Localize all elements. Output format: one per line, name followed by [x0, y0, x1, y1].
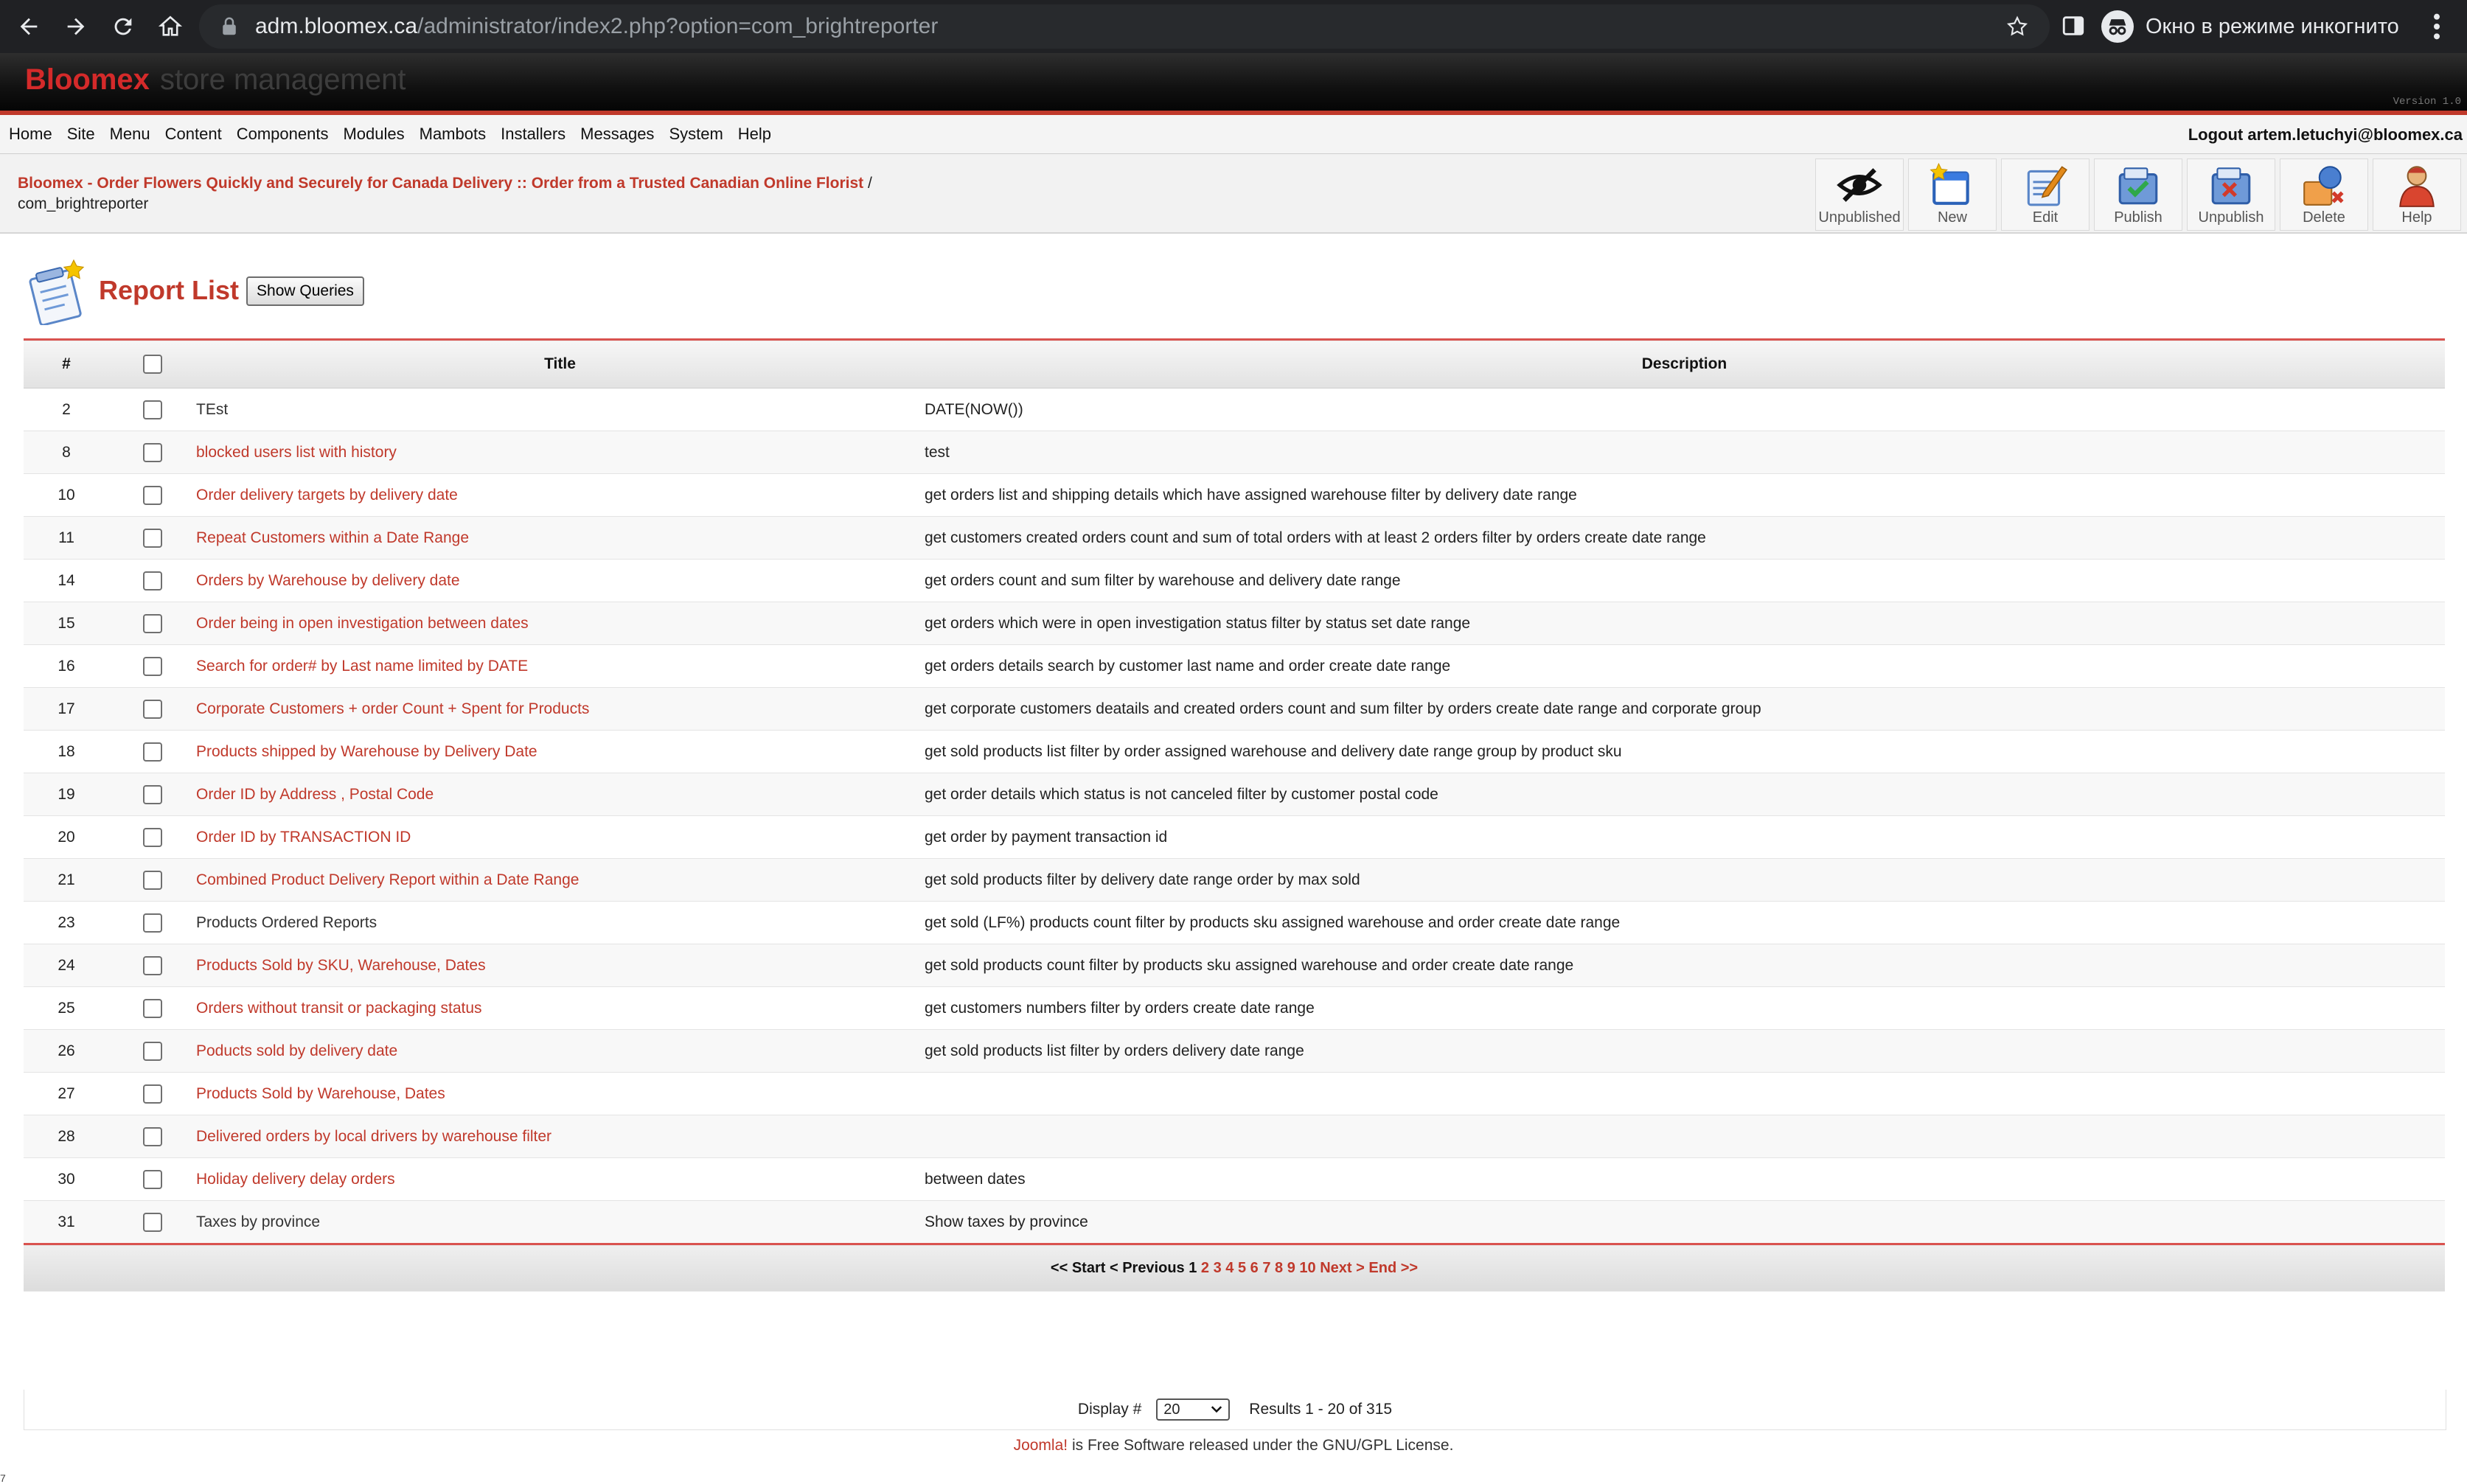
row-description: get sold (LF%) products count filter by products sku assigned warehouse and order create date range: [924, 902, 2445, 944]
new-label: New: [1937, 209, 1967, 226]
pathway-bar: [0, 154, 2467, 234]
pagination-page-link[interactable]: 8: [1275, 1259, 1284, 1276]
report-title-link[interactable]: Order delivery targets by delivery date: [196, 486, 458, 504]
row-checkbox[interactable]: [143, 913, 162, 933]
footer-text: is Free Software released under the GNU/GPL License.: [1068, 1437, 1454, 1454]
bookmark-star-icon[interactable]: [2005, 15, 2029, 38]
report-title-link[interactable]: Order being in open investigation between dates: [196, 614, 529, 632]
table-row: [24, 987, 2445, 1030]
row-title-cell: [196, 987, 924, 1030]
report-title-link[interactable]: blocked users list with history: [196, 443, 397, 461]
row-checkbox[interactable]: [143, 1042, 162, 1061]
results-count: Results 1 - 20 of 315: [1249, 1401, 1393, 1418]
table-row: [24, 688, 2445, 731]
row-id: 16: [24, 645, 109, 688]
logout-link[interactable]: Logout artem.letuchyi@bloomex.ca: [2188, 125, 2463, 144]
pagination-previous: < Previous: [1109, 1259, 1185, 1276]
table-header-row: [24, 340, 2445, 389]
row-id: 8: [24, 431, 109, 474]
report-title-link[interactable]: Repeat Customers within a Date Range: [196, 529, 470, 546]
pagination-page-link[interactable]: 3: [1213, 1259, 1222, 1276]
report-title-link[interactable]: Corporate Customers + order Count + Spent for Products: [196, 700, 590, 717]
display-label: Display #: [1077, 1401, 1142, 1418]
brand-name: Bloomex: [25, 63, 150, 96]
new-button[interactable]: [1908, 158, 1997, 231]
version-label: Version 1.0: [2393, 96, 2461, 108]
row-id: 19: [24, 773, 109, 816]
brand-logo: [25, 63, 406, 97]
row-title-cell: [196, 389, 924, 431]
row-checkbox[interactable]: [143, 1213, 162, 1232]
row-description: get orders count and sum filter by warehouse and delivery date range: [924, 560, 2445, 602]
menu-menu[interactable]: Menu: [109, 125, 150, 143]
row-description: get customers numbers filter by orders create date range: [924, 987, 2445, 1030]
help-button[interactable]: [2373, 158, 2461, 231]
incognito-indicator[interactable]: [2101, 10, 2399, 43]
report-title-link[interactable]: Combined Product Delivery Report within a Date Range: [196, 871, 580, 888]
row-id: 31: [24, 1201, 109, 1244]
table-row: [24, 1073, 2445, 1115]
publish-label: Publish: [2114, 209, 2162, 226]
table-row: [24, 1158, 2445, 1201]
url-host: adm.bloomex.ca: [255, 14, 418, 38]
row-title-cell: [196, 944, 924, 987]
table-row: [24, 816, 2445, 859]
table-row: [24, 1201, 2445, 1244]
row-title-cell: [196, 688, 924, 731]
table-row: [24, 1030, 2445, 1073]
stray-character: 7: [0, 1472, 6, 1484]
row-id: 23: [24, 902, 109, 944]
breadcrumb-component: com_brightreporter: [18, 195, 149, 212]
report-title-link[interactable]: Products shipped by Warehouse by Delivery Date: [196, 742, 537, 760]
row-description: get corporate customers deatails and created orders count and sum filter by orders create date range and corporate group: [924, 688, 2445, 731]
row-id: 15: [24, 602, 109, 645]
row-description: get customers created orders count and sum of total orders with at least 2 orders filter by orders create date range: [924, 517, 2445, 560]
row-checkbox[interactable]: [143, 956, 162, 975]
row-checkbox-cell: [109, 1073, 196, 1115]
row-checkbox-cell: [109, 773, 196, 816]
publish-button[interactable]: [2094, 158, 2182, 231]
row-title-cell: [196, 1115, 924, 1158]
row-checkbox-cell: [109, 1158, 196, 1201]
toolbar: [1811, 158, 2461, 231]
row-checkbox[interactable]: [143, 657, 162, 676]
report-title-link[interactable]: Order ID by Address , Postal Code: [196, 785, 434, 803]
row-checkbox[interactable]: [143, 571, 162, 591]
report-title-link[interactable]: Poducts sold by delivery date: [196, 1042, 398, 1059]
unpublished-label: Unpublished: [1818, 209, 1901, 226]
report-title: Products Ordered Reports: [196, 913, 377, 931]
table-body: [24, 389, 2445, 1244]
display-limit-select[interactable]: [1156, 1398, 1230, 1421]
report-title-link[interactable]: Products Sold by Warehouse, Dates: [196, 1084, 445, 1102]
back-button[interactable]: [10, 8, 47, 45]
row-title-cell: [196, 731, 924, 773]
row-checkbox[interactable]: [143, 999, 162, 1018]
table-row: [24, 773, 2445, 816]
row-checkbox-cell: [109, 688, 196, 731]
main-menu: [0, 115, 2467, 154]
row-title-cell: [196, 1201, 924, 1244]
row-id: 24: [24, 944, 109, 987]
delete-icon: [2300, 162, 2348, 208]
menu-site[interactable]: Site: [66, 125, 95, 143]
row-checkbox[interactable]: [143, 785, 162, 804]
unpublish-button[interactable]: [2187, 158, 2275, 231]
row-id: 28: [24, 1115, 109, 1158]
row-checkbox[interactable]: [143, 1127, 162, 1146]
table-row: [24, 602, 2445, 645]
table-row: [24, 1115, 2445, 1158]
row-description: get sold products list filter by orders delivery date range: [924, 1030, 2445, 1073]
reload-button[interactable]: [105, 8, 142, 45]
menu-modules[interactable]: Modules: [343, 125, 405, 143]
unpublished-button[interactable]: [1815, 158, 1904, 231]
menu-installers[interactable]: Installers: [501, 125, 566, 143]
incognito-icon: [2101, 10, 2134, 43]
display-limit-value: 20: [1163, 1401, 1180, 1418]
admin-header: [0, 53, 2467, 115]
brand-subtitle: store management: [159, 63, 406, 96]
row-checkbox-cell: [109, 859, 196, 902]
menu-content[interactable]: Content: [164, 125, 222, 143]
row-description: [924, 1073, 2445, 1115]
row-checkbox-cell: [109, 1030, 196, 1073]
display-bar: [24, 1390, 2446, 1430]
pagination: [24, 1244, 2445, 1292]
row-checkbox-cell: [109, 474, 196, 517]
row-id: 26: [24, 1030, 109, 1073]
column-header-num: #: [24, 340, 109, 389]
lock-icon: [218, 15, 240, 38]
chevron-down-icon: [1211, 1406, 1222, 1413]
back-arrow-icon: [16, 14, 41, 39]
table-row: [24, 859, 2445, 902]
row-checkbox[interactable]: [143, 1084, 162, 1104]
report-title: TEst: [196, 400, 229, 418]
pagination-page-link[interactable]: 5: [1237, 1259, 1247, 1276]
row-description: get order by payment transaction id: [924, 816, 2445, 859]
home-button[interactable]: [152, 8, 189, 45]
edit-icon: [2021, 162, 2070, 208]
row-checkbox[interactable]: [143, 700, 162, 719]
row-id: 27: [24, 1073, 109, 1115]
pagination-page-link[interactable]: 9: [1287, 1259, 1295, 1276]
unpublished-eye-icon: [1835, 162, 1884, 208]
row-checkbox-cell: [109, 602, 196, 645]
row-description: get sold products list filter by order assigned warehouse and delivery date range group by product sku: [924, 731, 2445, 773]
table-row: [24, 517, 2445, 560]
report-title-link[interactable]: Delivered orders by local drivers by warehouse filter: [196, 1127, 552, 1145]
page-title: Report List: [99, 275, 240, 305]
row-id: 10: [24, 474, 109, 517]
edit-label: Edit: [2032, 209, 2059, 226]
forward-button[interactable]: [58, 8, 94, 45]
row-description: Show taxes by province: [924, 1201, 2445, 1244]
table-row: [24, 731, 2445, 773]
url-text: [255, 14, 938, 39]
row-title-cell: [196, 431, 924, 474]
column-header-title[interactable]: Title: [196, 340, 924, 389]
row-title-cell: [196, 859, 924, 902]
row-checkbox[interactable]: [143, 443, 162, 462]
pagination-current: 1: [1189, 1259, 1197, 1276]
column-header-description: Description: [924, 340, 2445, 389]
footer: [0, 1437, 2467, 1455]
pagination-start: << Start: [1050, 1259, 1106, 1276]
home-icon: [158, 14, 183, 39]
row-checkbox[interactable]: [143, 1170, 162, 1189]
pagination-row: [24, 1244, 2445, 1292]
row-title-cell: [196, 517, 924, 560]
row-checkbox-cell: [109, 944, 196, 987]
kebab-menu-icon[interactable]: [2433, 12, 2440, 41]
row-title-cell: [196, 773, 924, 816]
row-title-cell: [196, 1158, 924, 1201]
row-description: get order details which status is not canceled filter by customer postal code: [924, 773, 2445, 816]
delete-button[interactable]: [2280, 158, 2368, 231]
unpublish-icon: [2207, 162, 2255, 208]
row-id: 18: [24, 731, 109, 773]
show-queries-button[interactable]: Show Queries: [246, 276, 364, 306]
row-checkbox-cell: [109, 645, 196, 688]
report-title-link[interactable]: Products Sold by SKU, Warehouse, Dates: [196, 956, 486, 974]
reload-icon: [111, 14, 136, 39]
row-checkbox-cell: [109, 987, 196, 1030]
report-title-link[interactable]: Search for order# by Last name limited by DATE: [196, 657, 529, 675]
row-checkbox-cell: [109, 389, 196, 431]
menu-help[interactable]: Help: [737, 125, 772, 143]
table-row: [24, 944, 2445, 987]
pagination-page-link[interactable]: 4: [1225, 1259, 1234, 1276]
menu-home[interactable]: Home: [9, 125, 52, 143]
row-checkbox[interactable]: [143, 529, 162, 548]
row-description: test: [924, 431, 2445, 474]
row-title-cell: [196, 474, 924, 517]
menu-system[interactable]: System: [669, 125, 723, 143]
breadcrumb-site-link[interactable]: Bloomex - Order Flowers Quickly and Securely for Canada Delivery :: Order from a Trusted Canadian Online Florist: [18, 175, 864, 192]
row-description: [924, 1115, 2445, 1158]
side-panel-icon[interactable]: [2061, 13, 2086, 38]
report-title: Taxes by province: [196, 1213, 321, 1230]
row-checkbox[interactable]: [143, 486, 162, 505]
table-row: [24, 431, 2445, 474]
table-row: [24, 560, 2445, 602]
help-label: Help: [2401, 209, 2432, 226]
row-checkbox[interactable]: [143, 742, 162, 762]
row-checkbox-cell: [109, 902, 196, 944]
pagination-page-link[interactable]: 2: [1200, 1259, 1210, 1276]
row-checkbox[interactable]: [143, 400, 162, 419]
table-row: [24, 389, 2445, 431]
row-description: DATE(NOW()): [924, 389, 2445, 431]
row-id: 14: [24, 560, 109, 602]
menu-messages[interactable]: Messages: [580, 125, 655, 143]
row-id: 2: [24, 389, 109, 431]
row-id: 30: [24, 1158, 109, 1201]
report-title-link[interactable]: Order ID by TRANSACTION ID: [196, 828, 411, 846]
pagination-page-link[interactable]: 6: [1250, 1259, 1259, 1276]
new-icon: [1928, 162, 1977, 208]
breadcrumb: [18, 173, 976, 215]
address-bar[interactable]: [199, 4, 2050, 49]
report-title-link[interactable]: Orders by Warehouse by delivery date: [196, 571, 460, 589]
row-title-cell: [196, 602, 924, 645]
row-description: between dates: [924, 1158, 2445, 1201]
report-list-icon: [27, 259, 88, 325]
row-checkbox-cell: [109, 1115, 196, 1158]
edit-button[interactable]: [2001, 158, 2090, 231]
browser-chrome: [0, 0, 2467, 53]
row-description: get orders which were in open investigation status filter by status set date range: [924, 602, 2445, 645]
row-checkbox[interactable]: [143, 614, 162, 633]
pagination-end[interactable]: End >>: [1368, 1259, 1419, 1276]
row-checkbox-cell: [109, 1201, 196, 1244]
row-title-cell: [196, 816, 924, 859]
row-title-cell: [196, 560, 924, 602]
row-checkbox-cell: [109, 560, 196, 602]
row-title-cell: [196, 1073, 924, 1115]
table-row: [24, 474, 2445, 517]
row-title-cell: [196, 902, 924, 944]
table-row: [24, 645, 2445, 688]
row-checkbox-cell: [109, 731, 196, 773]
row-description: get orders list and shipping details which have assigned warehouse filter by delivery date range: [924, 474, 2445, 517]
pagination-page-link[interactable]: 10: [1299, 1259, 1316, 1276]
menu-components[interactable]: Components: [236, 125, 329, 143]
row-id: 20: [24, 816, 109, 859]
publish-icon: [2114, 162, 2162, 208]
column-header-checkbox: [109, 340, 196, 389]
row-id: 17: [24, 688, 109, 731]
row-description: get orders details search by customer last name and order create date range: [924, 645, 2445, 688]
breadcrumb-separator: /: [867, 175, 872, 192]
row-title-cell: [196, 1030, 924, 1073]
report-title-link[interactable]: Holiday delivery delay orders: [196, 1170, 395, 1188]
row-checkbox-cell: [109, 816, 196, 859]
page-heading: [27, 259, 364, 325]
row-description: get sold products filter by delivery date range order by max sold: [924, 859, 2445, 902]
select-all-checkbox[interactable]: [143, 355, 162, 374]
row-checkbox[interactable]: [143, 828, 162, 847]
row-id: 11: [24, 517, 109, 560]
menu-mambots[interactable]: Mambots: [419, 125, 487, 143]
pagination-next[interactable]: Next >: [1320, 1259, 1365, 1276]
delete-label: Delete: [2303, 209, 2345, 226]
help-icon: [2393, 162, 2441, 208]
row-checkbox-cell: [109, 431, 196, 474]
row-id: 21: [24, 859, 109, 902]
row-title-cell: [196, 645, 924, 688]
incognito-label: Окно в режиме инкогнито: [2146, 14, 2399, 38]
row-id: 25: [24, 987, 109, 1030]
row-checkbox[interactable]: [143, 871, 162, 890]
table-row: [24, 902, 2445, 944]
unpublish-label: Unpublish: [2198, 209, 2264, 226]
row-checkbox-cell: [109, 517, 196, 560]
pagination-page-link[interactable]: 7: [1262, 1259, 1271, 1276]
forward-arrow-icon: [63, 14, 88, 39]
joomla-link[interactable]: Joomla!: [1013, 1437, 1068, 1454]
report-table: [24, 338, 2445, 1292]
pagination-page-links: [1201, 1260, 1320, 1276]
row-description: get sold products count filter by products sku assigned warehouse and order create date range: [924, 944, 2445, 987]
url-path: /administrator/index2.php?option=com_brightreporter: [417, 14, 939, 38]
report-title-link[interactable]: Orders without transit or packaging status: [196, 999, 482, 1017]
